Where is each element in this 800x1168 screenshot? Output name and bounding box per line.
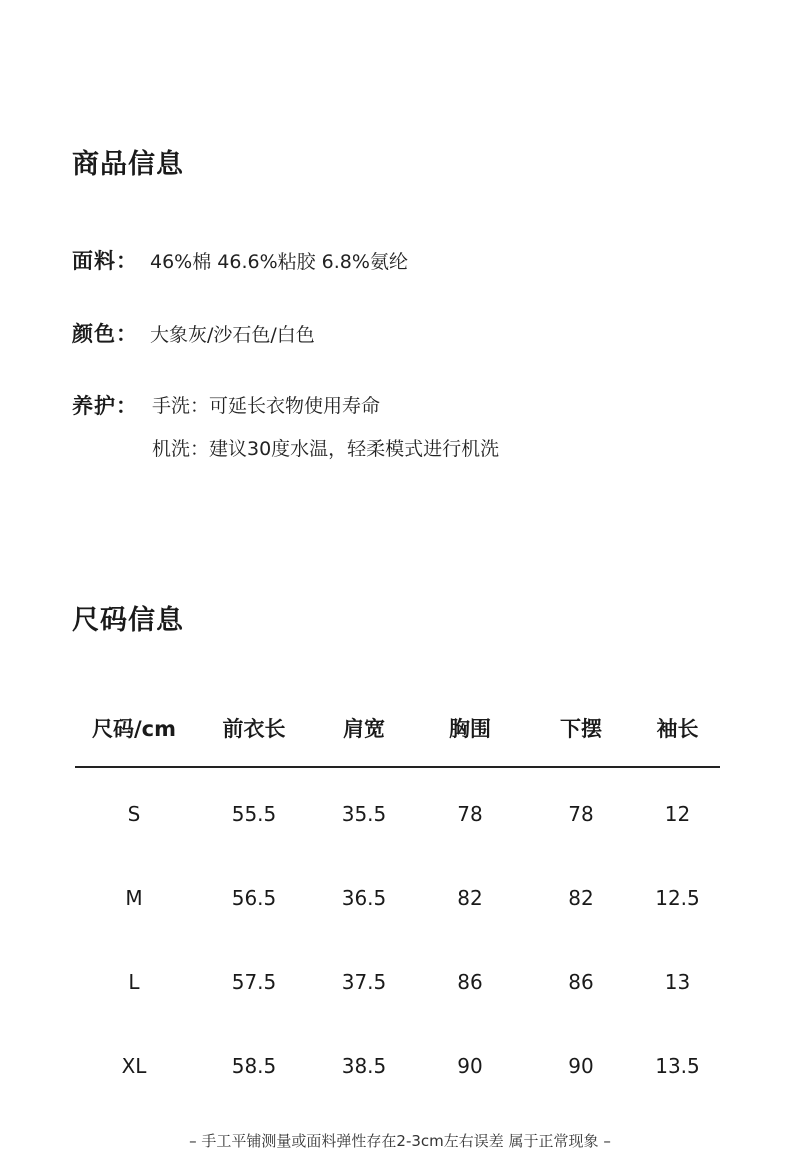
front-length-cell: 56.5	[231, 886, 277, 910]
size-cell: M	[125, 886, 143, 910]
color-label: 颜色：	[72, 322, 138, 346]
chest-cell: 90	[457, 1054, 483, 1078]
front-length-cell: 57.5	[231, 970, 277, 994]
header-sleeve: 袖长	[656, 717, 699, 741]
header-front-length: 前衣长	[222, 717, 286, 741]
shoulder-cell: 35.5	[341, 802, 387, 826]
shoulder-cell: 36.5	[341, 886, 387, 910]
care-hand-wash: 手洗：可延长衣物使用寿命	[152, 395, 381, 417]
sleeve-cell: 12	[664, 802, 691, 826]
care-row	[72, 390, 150, 420]
care-label: 养护：	[72, 394, 138, 418]
color-row	[72, 318, 315, 348]
fabric-value: 46%棉 46.6%粘胶 6.8%氨纶	[150, 251, 408, 273]
hem-cell: 78	[568, 802, 594, 826]
header-hem: 下摆	[560, 717, 602, 741]
table-row	[75, 856, 720, 940]
sleeve-cell: 13	[664, 970, 691, 994]
header-shoulder: 肩宽	[343, 717, 385, 741]
fabric-row	[72, 245, 408, 275]
header-chest: 胸围	[449, 717, 491, 741]
shoulder-cell: 37.5	[341, 970, 387, 994]
header-size: 尺码/cm	[92, 717, 176, 741]
size-cell: L	[128, 970, 140, 994]
size-table	[75, 690, 720, 1108]
table-row	[75, 940, 720, 1024]
fabric-label: 面料：	[72, 249, 138, 273]
product-info-title: 商品信息	[72, 149, 184, 180]
sleeve-cell: 13.5	[655, 1054, 700, 1078]
chest-cell: 86	[457, 970, 483, 994]
measurement-footnote: – 手工平铺测量或面料弹性存在2-3cm左右误差 属于正常现象 –	[189, 1132, 611, 1150]
hem-cell: 90	[568, 1054, 594, 1078]
hem-cell: 82	[568, 886, 594, 910]
hem-cell: 86	[568, 970, 594, 994]
front-length-cell: 58.5	[231, 1054, 277, 1078]
size-cell: S	[127, 802, 141, 826]
front-length-cell: 55.5	[231, 802, 277, 826]
care-machine-wash: 机洗：建议30度水温，轻柔模式进行机洗	[152, 438, 500, 460]
table-row	[75, 1024, 720, 1108]
chest-cell: 78	[457, 802, 483, 826]
chest-cell: 82	[457, 886, 483, 910]
size-cell: XL	[121, 1054, 147, 1078]
sleeve-cell: 12.5	[655, 886, 700, 910]
shoulder-cell: 38.5	[341, 1054, 387, 1078]
color-value: 大象灰/沙石色/白色	[150, 324, 315, 346]
table-row	[75, 772, 720, 856]
size-table-header	[75, 690, 720, 768]
size-info-title: 尺码信息	[72, 605, 184, 636]
